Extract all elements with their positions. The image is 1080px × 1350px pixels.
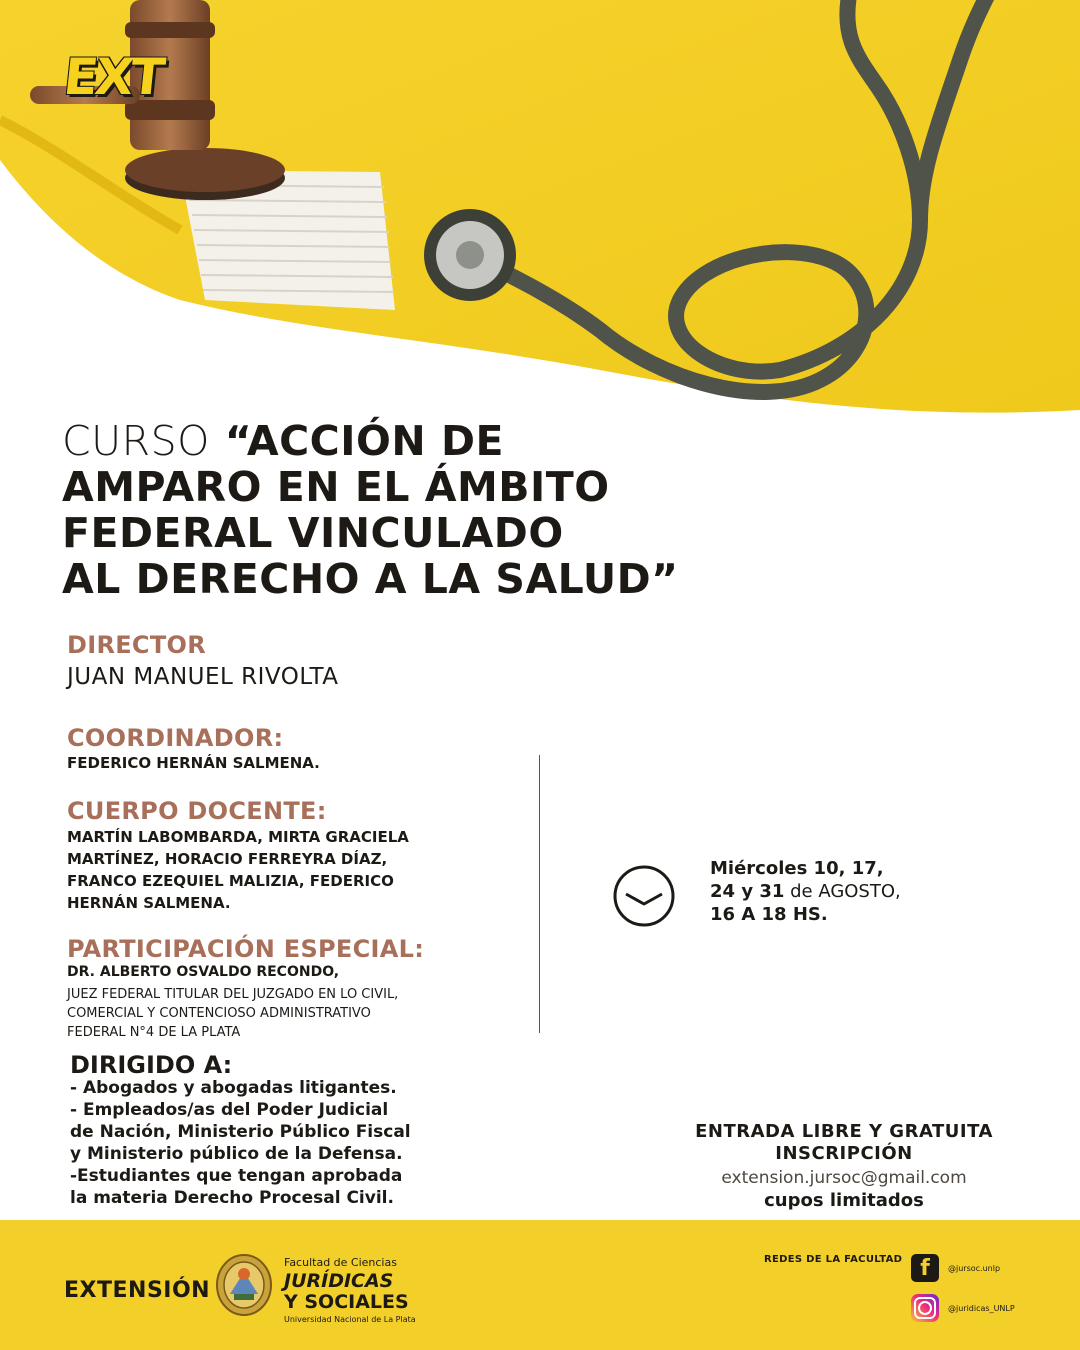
docente-line: FRANCO EZEQUIEL MALIZIA, FEDERICO <box>67 872 394 890</box>
ext-logo: EXT <box>60 48 165 106</box>
contact-email-link[interactable]: extension.jursoc@gmail.com <box>721 1168 967 1188</box>
facebook-icon[interactable]: f <box>911 1254 939 1282</box>
limited-seats-text: cupos limitados <box>764 1190 924 1211</box>
list-item: -Estudiantes que tengan aprobada <box>70 1166 403 1186</box>
participacion-label: PARTICIPACIÓN ESPECIAL: <box>67 935 425 963</box>
university-name: Universidad Nacional de La Plata <box>284 1315 416 1324</box>
schedule <box>710 857 1010 926</box>
instagram-icon[interactable] <box>911 1294 939 1322</box>
title-line: “ACCIÓN DE <box>224 417 505 465</box>
faculty-line-1: Facultad de Ciencias <box>284 1256 397 1269</box>
social-label: REDES DE LA FACULTAD <box>764 1254 903 1265</box>
facebook-handle[interactable]: @jursoc.unlp <box>948 1264 1001 1273</box>
dirigido-list <box>70 1077 490 1209</box>
list-item: y Ministerio público de la Defensa. <box>70 1144 403 1164</box>
footer <box>0 1220 1080 1350</box>
dirigido-label: DIRIGIDO A: <box>70 1051 233 1079</box>
coordinador-label: COORDINADOR: <box>67 724 284 752</box>
faculty-line-3: Y SOCIALES <box>284 1291 409 1313</box>
faculty-line-2: JURÍDICAS <box>284 1270 394 1292</box>
schedule-month: de AGOSTO, <box>784 881 901 902</box>
list-item: la materia Derecho Procesal Civil. <box>70 1188 394 1208</box>
free-entry-text: ENTRADA LIBRE Y GRATUITA <box>695 1121 993 1142</box>
cuerpo-docente-list <box>67 826 409 914</box>
list-item: de Nación, Ministerio Público Fiscal <box>70 1122 411 1142</box>
docente-line: HERNÁN SALMENA. <box>67 894 231 912</box>
cuerpo-docente-label: CUERPO DOCENTE: <box>67 797 327 825</box>
docente-line: MARTÍNEZ, HORACIO FERREYRA DÍAZ, <box>67 850 388 868</box>
participacion-line: FEDERAL N°4 DE LA PLATA <box>67 1025 241 1040</box>
title-prefix: CURSO <box>62 417 210 465</box>
docente-line: MARTÍN LABOMBARDA, MIRTA GRACIELA <box>67 828 409 846</box>
list-item: - Empleados/as del Poder Judicial <box>70 1100 389 1120</box>
participacion-name: DR. ALBERTO OSVALDO RECONDO, <box>67 964 340 980</box>
clock-icon <box>612 864 676 928</box>
inscription-label: INSCRIPCIÓN <box>775 1143 913 1164</box>
director-label: DIRECTOR <box>67 631 206 659</box>
title-line: AMPARO EN EL ÁMBITO <box>62 463 610 511</box>
participacion-line: JUEZ FEDERAL TITULAR DEL JUZGADO EN LO CIVIL, <box>67 987 399 1002</box>
title-line: FEDERAL VINCULADO <box>62 509 564 557</box>
university-seal-icon <box>216 1254 272 1316</box>
schedule-hours: 16 A 18 HS. <box>710 904 828 925</box>
schedule-days-2: 24 y 31 <box>710 881 785 902</box>
inscription-block <box>660 1121 1028 1213</box>
vertical-divider <box>539 755 540 1033</box>
extension-label: EXTENSIÓN <box>64 1278 211 1303</box>
course-title <box>62 418 962 602</box>
title-line: AL DERECHO A LA SALUD” <box>62 555 679 603</box>
instagram-handle[interactable]: @juridicas_UNLP <box>948 1304 1015 1313</box>
coordinador-name: FEDERICO HERNÁN SALMENA. <box>67 754 320 772</box>
list-item: - Abogados y abogadas litigantes. <box>70 1078 397 1098</box>
participacion-detail <box>67 985 398 1042</box>
participacion-line: COMERCIAL Y CONTENCIOSO ADMINISTRATIVO <box>67 1006 371 1021</box>
director-name: JUAN MANUEL RIVOLTA <box>67 664 339 690</box>
schedule-days-1: Miércoles 10, 17, <box>710 858 884 879</box>
